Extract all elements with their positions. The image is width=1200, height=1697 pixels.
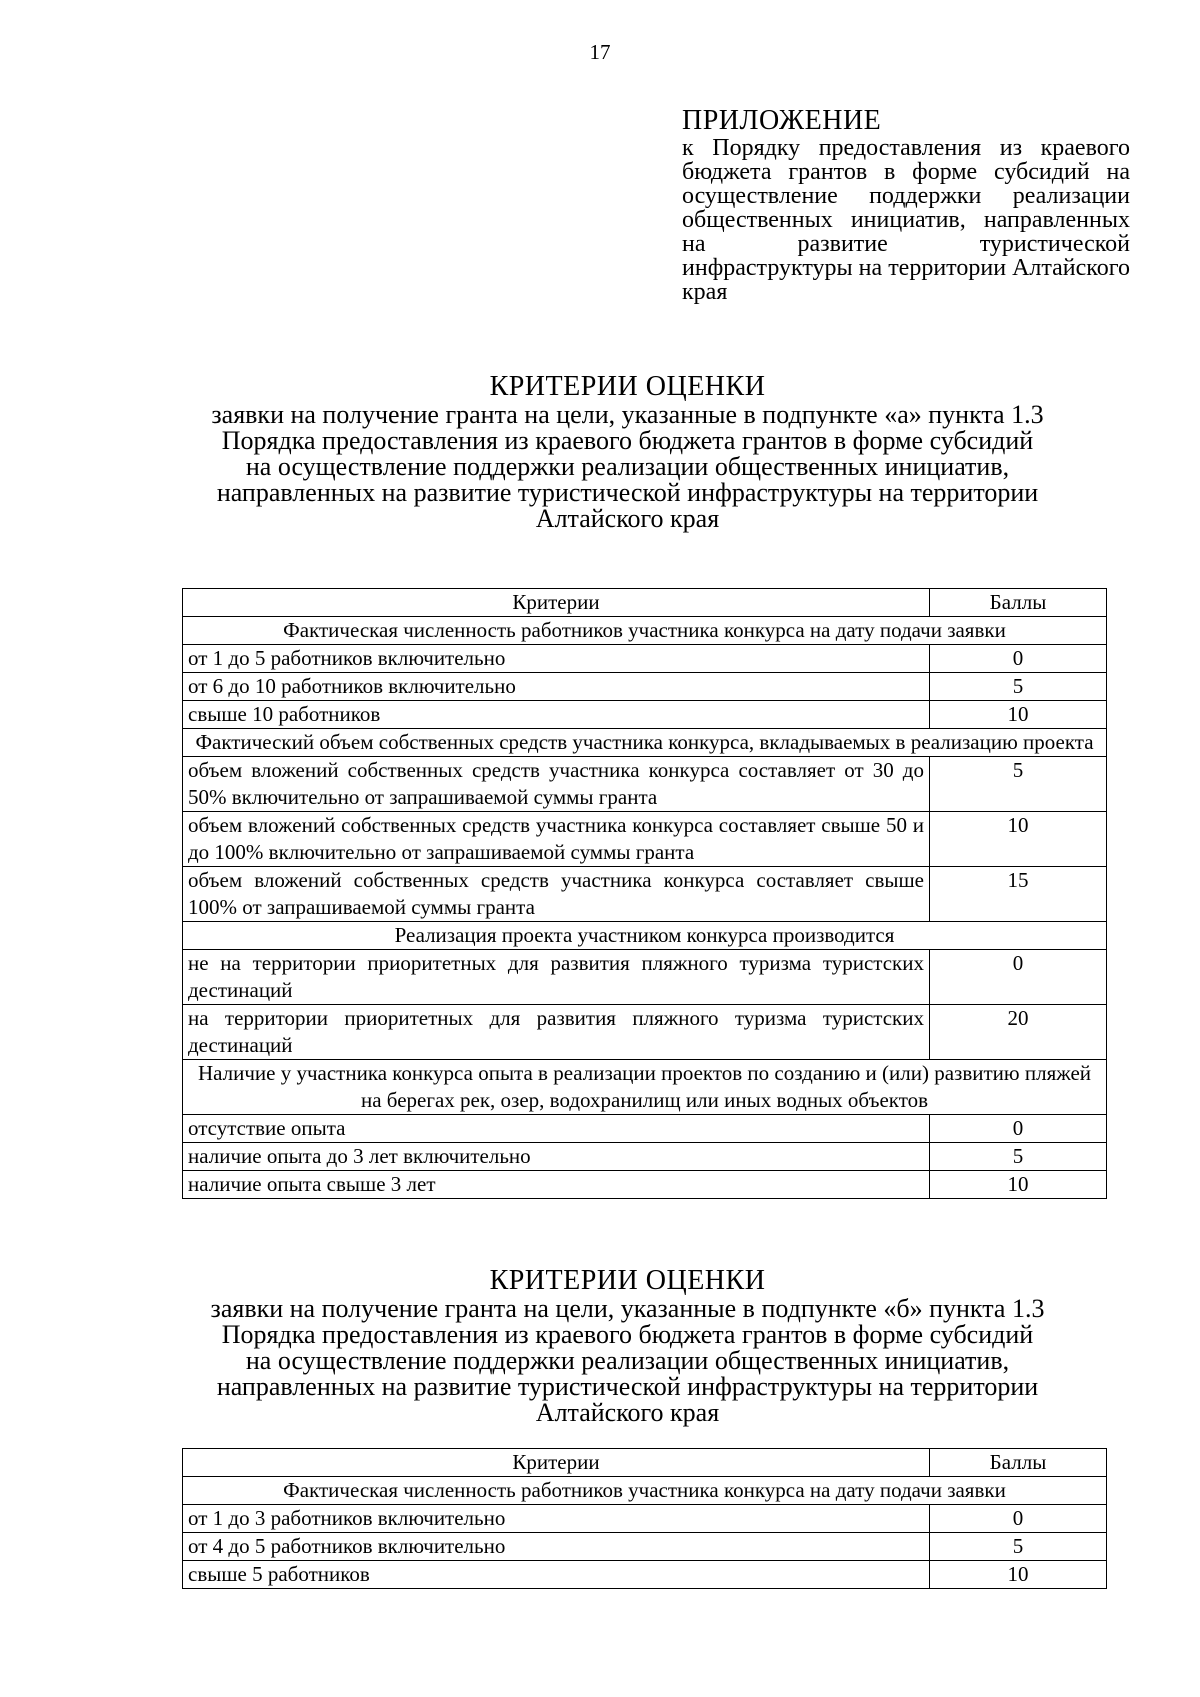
score-cell: 10 <box>930 1171 1107 1199</box>
score-cell: 0 <box>930 645 1107 673</box>
header-criteria: Критерии <box>183 589 930 617</box>
score-cell: 5 <box>930 757 1107 812</box>
section-a-subtitle-line: Порядка предоставления из краевого бюджета грантов в форме субсидий <box>221 426 1034 455</box>
section-b-title: КРИТЕРИИ ОЦЕНКИ <box>489 1265 766 1296</box>
group-title: Фактический объем собственных средств участника конкурса, вкладываемых в реализацию проекта <box>183 729 1107 757</box>
table-row <box>183 867 1107 922</box>
section-b-subtitle-line: на осуществление поддержки реализации общественных инициатив, <box>245 1346 1010 1375</box>
score-cell: 5 <box>930 673 1107 701</box>
table-row <box>183 757 1107 812</box>
score-cell: 0 <box>930 950 1107 1005</box>
criterion-cell: отсутствие опыта <box>183 1115 930 1143</box>
table-row <box>183 673 1107 701</box>
table-row <box>183 1533 1107 1561</box>
section-b-subtitle-line: Алтайского края <box>535 1398 720 1427</box>
score-cell: 10 <box>930 812 1107 867</box>
criterion-cell: объем вложений собственных средств участника конкурса составляет от 30 до 50% включительно от запрашиваемой суммы гранта <box>183 757 930 812</box>
criterion-cell: свыше 10 работников <box>183 701 930 729</box>
criterion-cell: на территории приоритетных для развития пляжного туризма туристских дестинаций <box>183 1005 930 1060</box>
appendix-block <box>682 106 1130 304</box>
group-row <box>183 922 1107 950</box>
header-score: Баллы <box>930 1449 1107 1477</box>
section-b-heading <box>160 1266 1095 1426</box>
section-a-subtitle-line: Алтайского края <box>535 504 720 533</box>
group-title: Реализация проекта участником конкурса производится <box>183 922 1107 950</box>
appendix-text: к Порядку предоставления из краевого бюджета грантов в форме субсидий на осуществление поддержки реализации общественных инициатив, направленных на развитие туристической инфраструктуры на территории Алтайского края <box>682 135 1130 305</box>
score-cell: 15 <box>930 867 1107 922</box>
table-row <box>183 1115 1107 1143</box>
appendix-title: ПРИЛОЖЕНИЕ <box>682 105 882 136</box>
section-a-subtitle-line: заявки на получение гранта на цели, указанные в подпункте «а» пункта 1.3 <box>211 400 1044 429</box>
criterion-cell: не на территории приоритетных для развития пляжного туризма туристских дестинаций <box>183 950 930 1005</box>
criteria-table-b <box>182 1448 1107 1589</box>
table-row <box>183 645 1107 673</box>
group-row <box>183 1060 1107 1115</box>
criterion-cell: наличие опыта свыше 3 лет <box>183 1171 930 1199</box>
table-header-row <box>183 589 1107 617</box>
header-score: Баллы <box>930 589 1107 617</box>
criterion-cell: от 6 до 10 работников включительно <box>183 673 930 701</box>
section-a-subtitle-line: направленных на развитие туристической инфраструктуры на территории <box>216 478 1039 507</box>
criterion-cell: свыше 5 работников <box>183 1561 930 1589</box>
table-row <box>183 1505 1107 1533</box>
table-row <box>183 1143 1107 1171</box>
group-title: Наличие у участника конкурса опыта в реализации проектов по созданию и (или) развитию пляжей на берегах рек, озер, водохранилищ или иных водных объектов <box>183 1060 1107 1115</box>
table-row <box>183 1005 1107 1060</box>
score-cell: 5 <box>930 1533 1107 1561</box>
criterion-cell: от 4 до 5 работников включительно <box>183 1533 930 1561</box>
table-row <box>183 701 1107 729</box>
section-a-subtitle-line: на осуществление поддержки реализации общественных инициатив, <box>245 452 1010 481</box>
score-cell: 0 <box>930 1505 1107 1533</box>
table-header-row <box>183 1449 1107 1477</box>
section-a-heading <box>160 372 1095 532</box>
criterion-cell: объем вложений собственных средств участника конкурса составляет свыше 100% от запрашиваемой суммы гранта <box>183 867 930 922</box>
group-row <box>183 617 1107 645</box>
group-row <box>183 1477 1107 1505</box>
section-b-subtitle-line: направленных на развитие туристической инфраструктуры на территории <box>216 1372 1039 1401</box>
score-cell: 20 <box>930 1005 1107 1060</box>
group-title: Фактическая численность работников участника конкурса на дату подачи заявки <box>183 617 1107 645</box>
table-row <box>183 812 1107 867</box>
score-cell: 10 <box>930 701 1107 729</box>
page-number: 17 <box>589 40 611 64</box>
table-row <box>183 1171 1107 1199</box>
section-b-subtitle-line: Порядка предоставления из краевого бюджета грантов в форме субсидий <box>221 1320 1034 1349</box>
score-cell: 5 <box>930 1143 1107 1171</box>
table-row <box>183 1561 1107 1589</box>
table-row <box>183 950 1107 1005</box>
section-b-subtitle-line: заявки на получение гранта на цели, указанные в подпункте «б» пункта 1.3 <box>210 1294 1045 1323</box>
criterion-cell: от 1 до 3 работников включительно <box>183 1505 930 1533</box>
score-cell: 0 <box>930 1115 1107 1143</box>
header-criteria: Критерии <box>183 1449 930 1477</box>
section-a-title: КРИТЕРИИ ОЦЕНКИ <box>489 371 766 402</box>
group-row <box>183 729 1107 757</box>
criterion-cell: объем вложений собственных средств участника конкурса составляет свыше 50 и до 100% включительно от запрашиваемой суммы гранта <box>183 812 930 867</box>
group-title: Фактическая численность работников участника конкурса на дату подачи заявки <box>183 1477 1107 1505</box>
criterion-cell: наличие опыта до 3 лет включительно <box>183 1143 930 1171</box>
score-cell: 10 <box>930 1561 1107 1589</box>
criterion-cell: от 1 до 5 работников включительно <box>183 645 930 673</box>
criteria-table-a <box>182 588 1107 1199</box>
